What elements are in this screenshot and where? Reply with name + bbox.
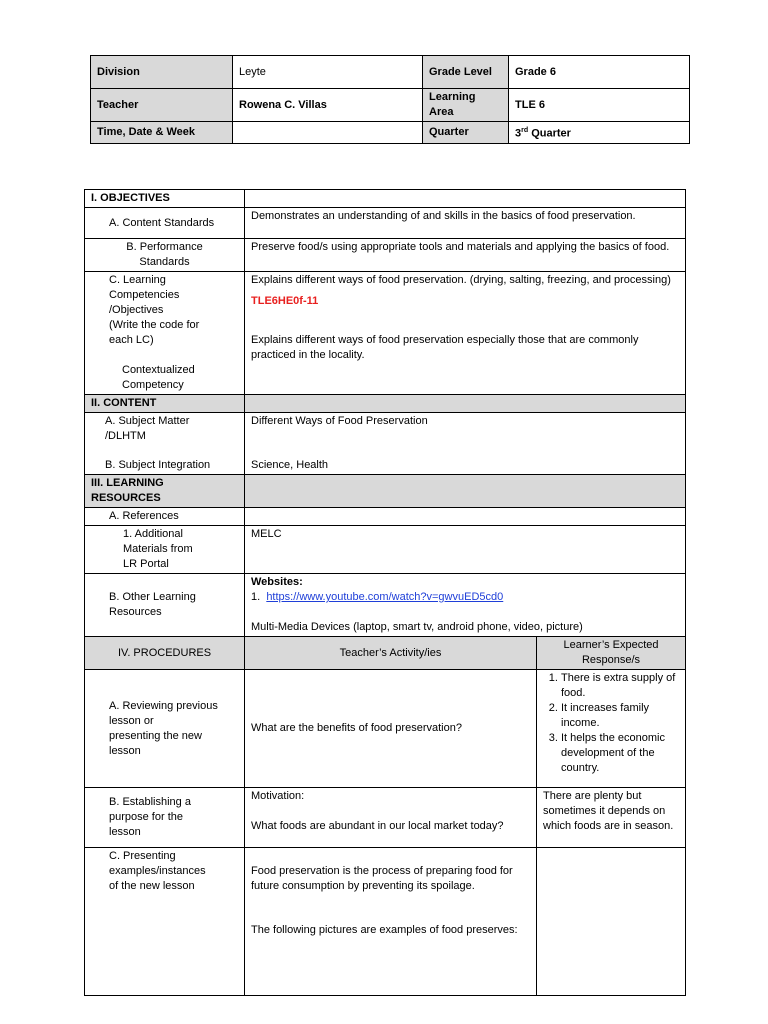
contextualized-label: Contextualized Competency [122,364,195,391]
area-value: TLE 6 [509,89,690,122]
purpose-teacher-text: What foods are abundant in our local market today? [251,820,504,832]
references-label: A. References [85,508,245,526]
additional-materials-text: MELC [245,526,686,574]
quarter-suffix: rd [521,127,529,135]
objectives-heading: I. OBJECTIVES [85,190,245,208]
additional-materials-label: 1. Additional Materials from LR Portal [85,526,245,574]
purpose-response-text: There are plenty but sometimes it depends on which foods are in season. [537,788,686,848]
quarter-value [509,122,690,144]
website-number: 1. [251,591,261,603]
devices-text: Multi-Media Devices (laptop, smart tv, android phone, video, picture) [251,621,583,633]
division-label: Division [91,56,233,89]
reviewing-teacher-text: What are the benefits of food preservation? [245,670,537,788]
motivation-label: Motivation: [251,790,305,802]
website-item [251,590,679,605]
header-table [90,55,690,144]
website-link[interactable]: https://www.youtube.com/watch?v=gwvuED5cd0 [266,591,504,603]
lesson-plan-table [84,189,686,996]
performance-text: Preserve food/s using appropriate tools and materials and applying the basics of food. [245,239,686,272]
content-standards-text: Demonstrates an understanding of and skills in the basics of food preservation. [245,208,686,239]
teacher-value: Rowena C. Villas [233,89,423,122]
area-label: Learning Area [423,89,509,122]
competencies-text: Explains different ways of food preservation. (drying, salting, freezing, and processing) [251,274,671,286]
competencies-label: C. Learning Competencies /Objectives (Write the code for each LC) [109,274,200,346]
grade-value: Grade 6 [509,56,690,89]
quarter-word: Quarter [531,127,571,140]
presenting-teacher-text-1: Food preservation is the process of preparing food for future consumption by preventing its spoilage. [251,865,513,892]
performance-label: B. Performance Standards [85,239,245,272]
reviewing-responses-list [543,671,679,776]
subject-integration-text: Science, Health [251,459,329,471]
procedures-heading: IV. PROCEDURES [85,637,245,670]
purpose-label: B. Establishing a purpose for the lesson [85,788,245,848]
resources-heading: III. LEARNING RESOURCES [85,475,245,508]
teacher-label: Teacher [91,89,233,122]
presenting-teacher-text-2: The following pictures are examples of food preserves: [251,924,518,936]
websites-label: Websites: [251,576,303,588]
grade-label: Grade Level [423,56,509,89]
division-value: Leyte [233,56,423,89]
content-heading: II. CONTENT [85,395,245,413]
contextualized-text: Explains different ways of food preservation especially those that are commonly practiced in the locality. [251,334,639,361]
other-resources-label: B. Other Learning Resources [85,574,245,637]
quarter-number: 3 [515,127,522,140]
time-label: Time, Date & Week [91,122,233,144]
quarter-label: Quarter [423,122,509,144]
content-standards-label: A. Content Standards [85,208,245,239]
presenting-examples-label: C. Presenting examples/instances of the new lesson [85,848,245,996]
competency-code: TLE6HE0f-11 [251,295,319,307]
response-item: 1. There is extra supply of food. [561,671,679,701]
time-value [233,122,423,144]
subject-matter-label: A. Subject Matter /DLHTM [105,415,190,442]
learner-response-header: Learner’s Expected Response/s [537,637,686,670]
subject-integration-label: B. Subject Integration [105,459,211,471]
response-item: 3. It helps the economic development of the country. [561,731,679,776]
response-item: 2. It increases family income. [561,701,679,731]
reviewing-lesson-label: A. Reviewing previous lesson or presenting the new lesson [85,670,245,788]
teacher-activity-header: Teacher’s Activity/ies [245,637,537,670]
subject-matter-text: Different Ways of Food Preservation [251,415,428,427]
